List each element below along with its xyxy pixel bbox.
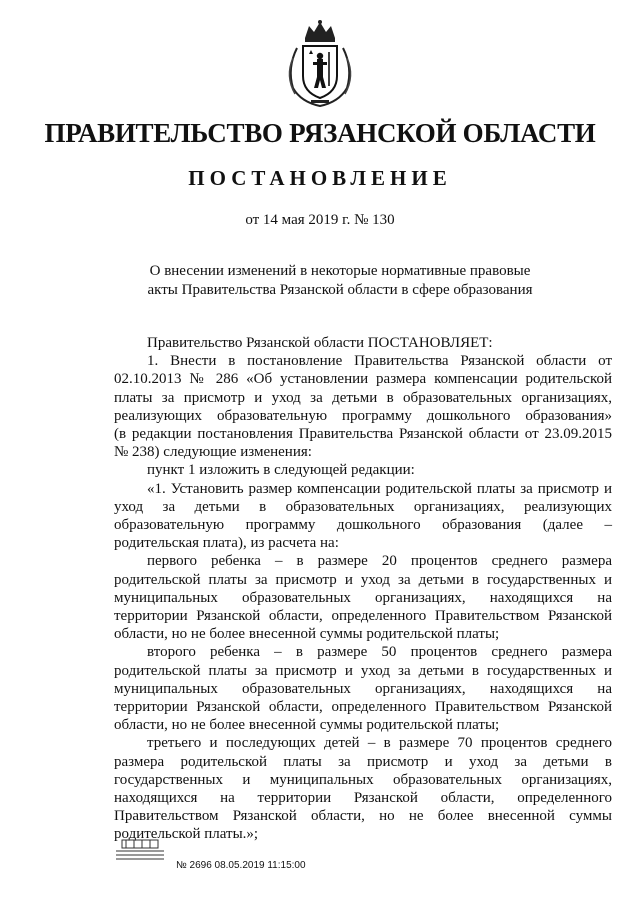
body-line: пункт 1 изложить в следующей редакции: <box>147 462 415 479</box>
body-line: размера родительской платы за присмотр и уход за детьми в <box>114 753 612 770</box>
body-line: первого ребенка – в размере 20 процентов среднего размера <box>147 553 612 570</box>
body-line: образовательную программу дошкольного образования (далее – <box>114 517 612 534</box>
body-line: муниципальных образовательных организациях, находящихся на <box>114 680 612 697</box>
government-title: ПРАВИТЕЛЬСТВО РЯЗАНСКОЙ ОБЛАСТИ <box>44 118 596 148</box>
subject-line: О внесении изменений в некоторые нормативные правовые <box>149 263 531 279</box>
document-subject <box>130 262 550 300</box>
body-line: родительской платы за присмотр и уход за детьми в государственных и <box>114 662 612 679</box>
body-line: государственных и муниципальных образовательных организациях, <box>114 771 612 788</box>
body-line: уход за детьми в образовательных организациях, реализующих <box>114 498 612 515</box>
body-line: области, но не более внесенной суммы родительской платы; <box>114 717 500 734</box>
body-line: «1. Установить размер компенсации родительской платы за присмотр и <box>147 480 612 497</box>
body-line: третьего и последующих детей – в размере 70 процентов среднего <box>147 735 612 752</box>
body-line: Правительство Рязанской области ПОСТАНОВЛЯЕТ: <box>147 335 493 351</box>
body-line: 1. Внести в постановление Правительства Рязанской области от <box>147 353 612 370</box>
document-type: ПОСТАНОВЛЕНИЕ <box>188 166 452 190</box>
coat-of-arms-icon <box>283 18 357 108</box>
body-line: родительской платы.»; <box>114 826 259 843</box>
body-line: 02.10.2013 № 286 «Об установлении размера компенсации родительской <box>114 371 612 388</box>
body-line: (в редакции постановления Правительства Рязанской области от 23.09.2015 <box>114 426 612 443</box>
body-line: территории Рязанской области, определенного Правительством Рязанской <box>114 608 612 625</box>
body-line: второго ребенка – в размере 50 процентов среднего размера <box>147 644 612 661</box>
body-line: области, но не более внесенной суммы родительской платы; <box>114 626 500 643</box>
document-stamp-icon <box>112 838 168 864</box>
body-line: родительской платы за присмотр и уход за детьми в государственных и <box>114 571 612 588</box>
document-reference: № 2696 08.05.2019 11:15:00 <box>176 860 306 871</box>
body-line: находящихся на территории Рязанской области, определенного <box>114 790 612 807</box>
body-line: Правительством Рязанской области, но не более внесенной суммы <box>114 808 612 825</box>
body-line: платы за присмотр и уход за детьми в образовательных организациях, <box>114 389 612 406</box>
body-line: территории Рязанской области, определенного Правительством Рязанской <box>114 699 612 716</box>
document-body <box>114 334 612 844</box>
subject-line: акты Правительства Рязанской области в сфере образования <box>147 282 533 298</box>
body-line: родительская плата), из расчета на: <box>114 535 339 552</box>
body-line: муниципальных образовательных организациях, находящихся на <box>114 589 612 606</box>
body-line: № 238) следующие изменения: <box>114 444 312 461</box>
document-date-number: от 14 мая 2019 г. № 130 <box>245 212 395 228</box>
body-line: реализующих образовательную программу дошкольного образования» <box>114 407 612 424</box>
